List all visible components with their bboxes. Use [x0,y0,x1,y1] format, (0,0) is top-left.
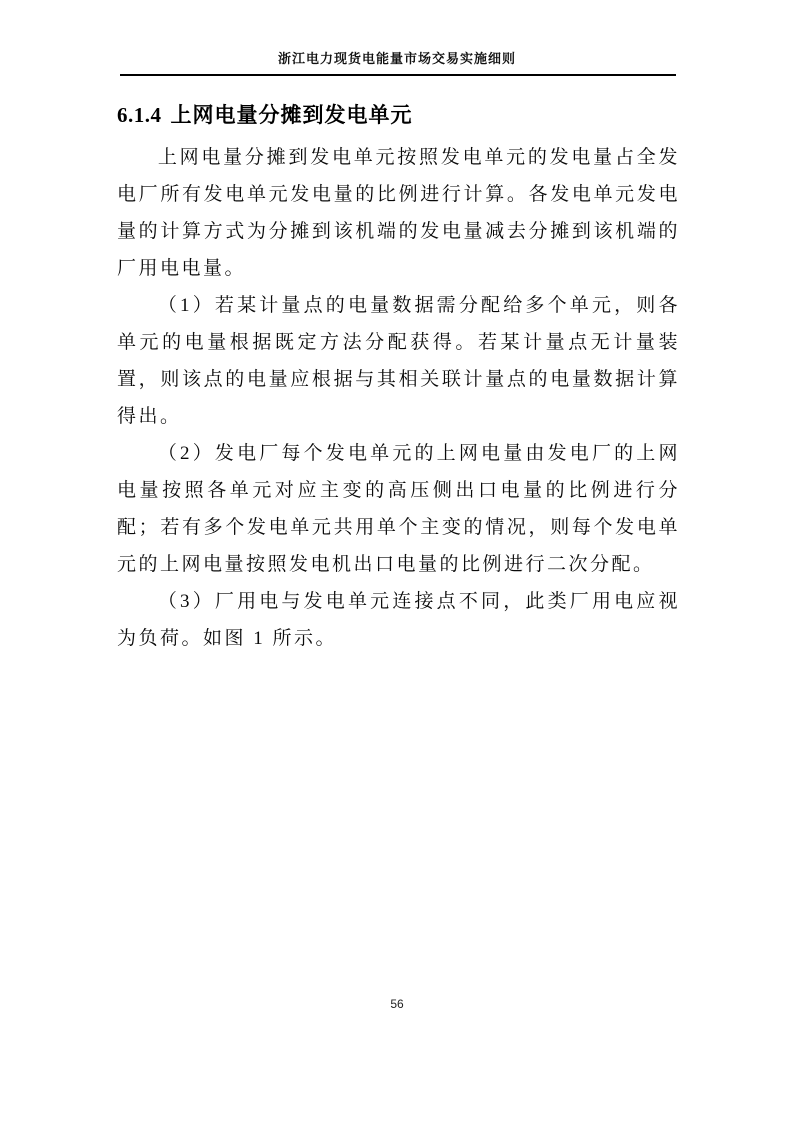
header-rule [120,74,676,76]
section-heading [117,99,413,129]
paragraph-item-1: （1）若某计量点的电量数据需分配给多个单元，则各单元的电量根据既定方法分配获得。若某计量点无计量装置，则该点的电量应根据与其相关联计量点的电量数据计算得出。 [117,295,680,427]
paragraph-intro: 上网电量分摊到发电单元按照发电单元的发电量占全发电厂所有发电单元发电量的比例进行计算。各发电单元发电量的计算方式为分摊到该机端的发电量减去分摊到该机端的厂用电电量。 [117,147,680,279]
paragraph-item-3: （3）厂用电与发电单元连接点不同，此类厂用电应视为负荷。如图 1 所示。 [117,591,680,649]
page-number: 56 [390,997,404,1011]
document-body [117,139,680,657]
page-footer [0,997,794,1011]
section-number: 6.1.4 [117,103,162,127]
page-header [0,48,794,67]
section-title: 上网电量分摊到发电单元 [170,104,413,127]
header-title: 浙江电力现货电能量市场交易实施细则 [277,51,516,66]
paragraph-item-2: （2）发电厂每个发电单元的上网电量由发电厂的上网电量按照各单元对应主变的高压侧出口电量的比例进行分配；若有多个发电单元共用单个主变的情况，则每个发电单元的上网电量按照发电机出口电量的比例进行二次分配。 [117,443,680,575]
